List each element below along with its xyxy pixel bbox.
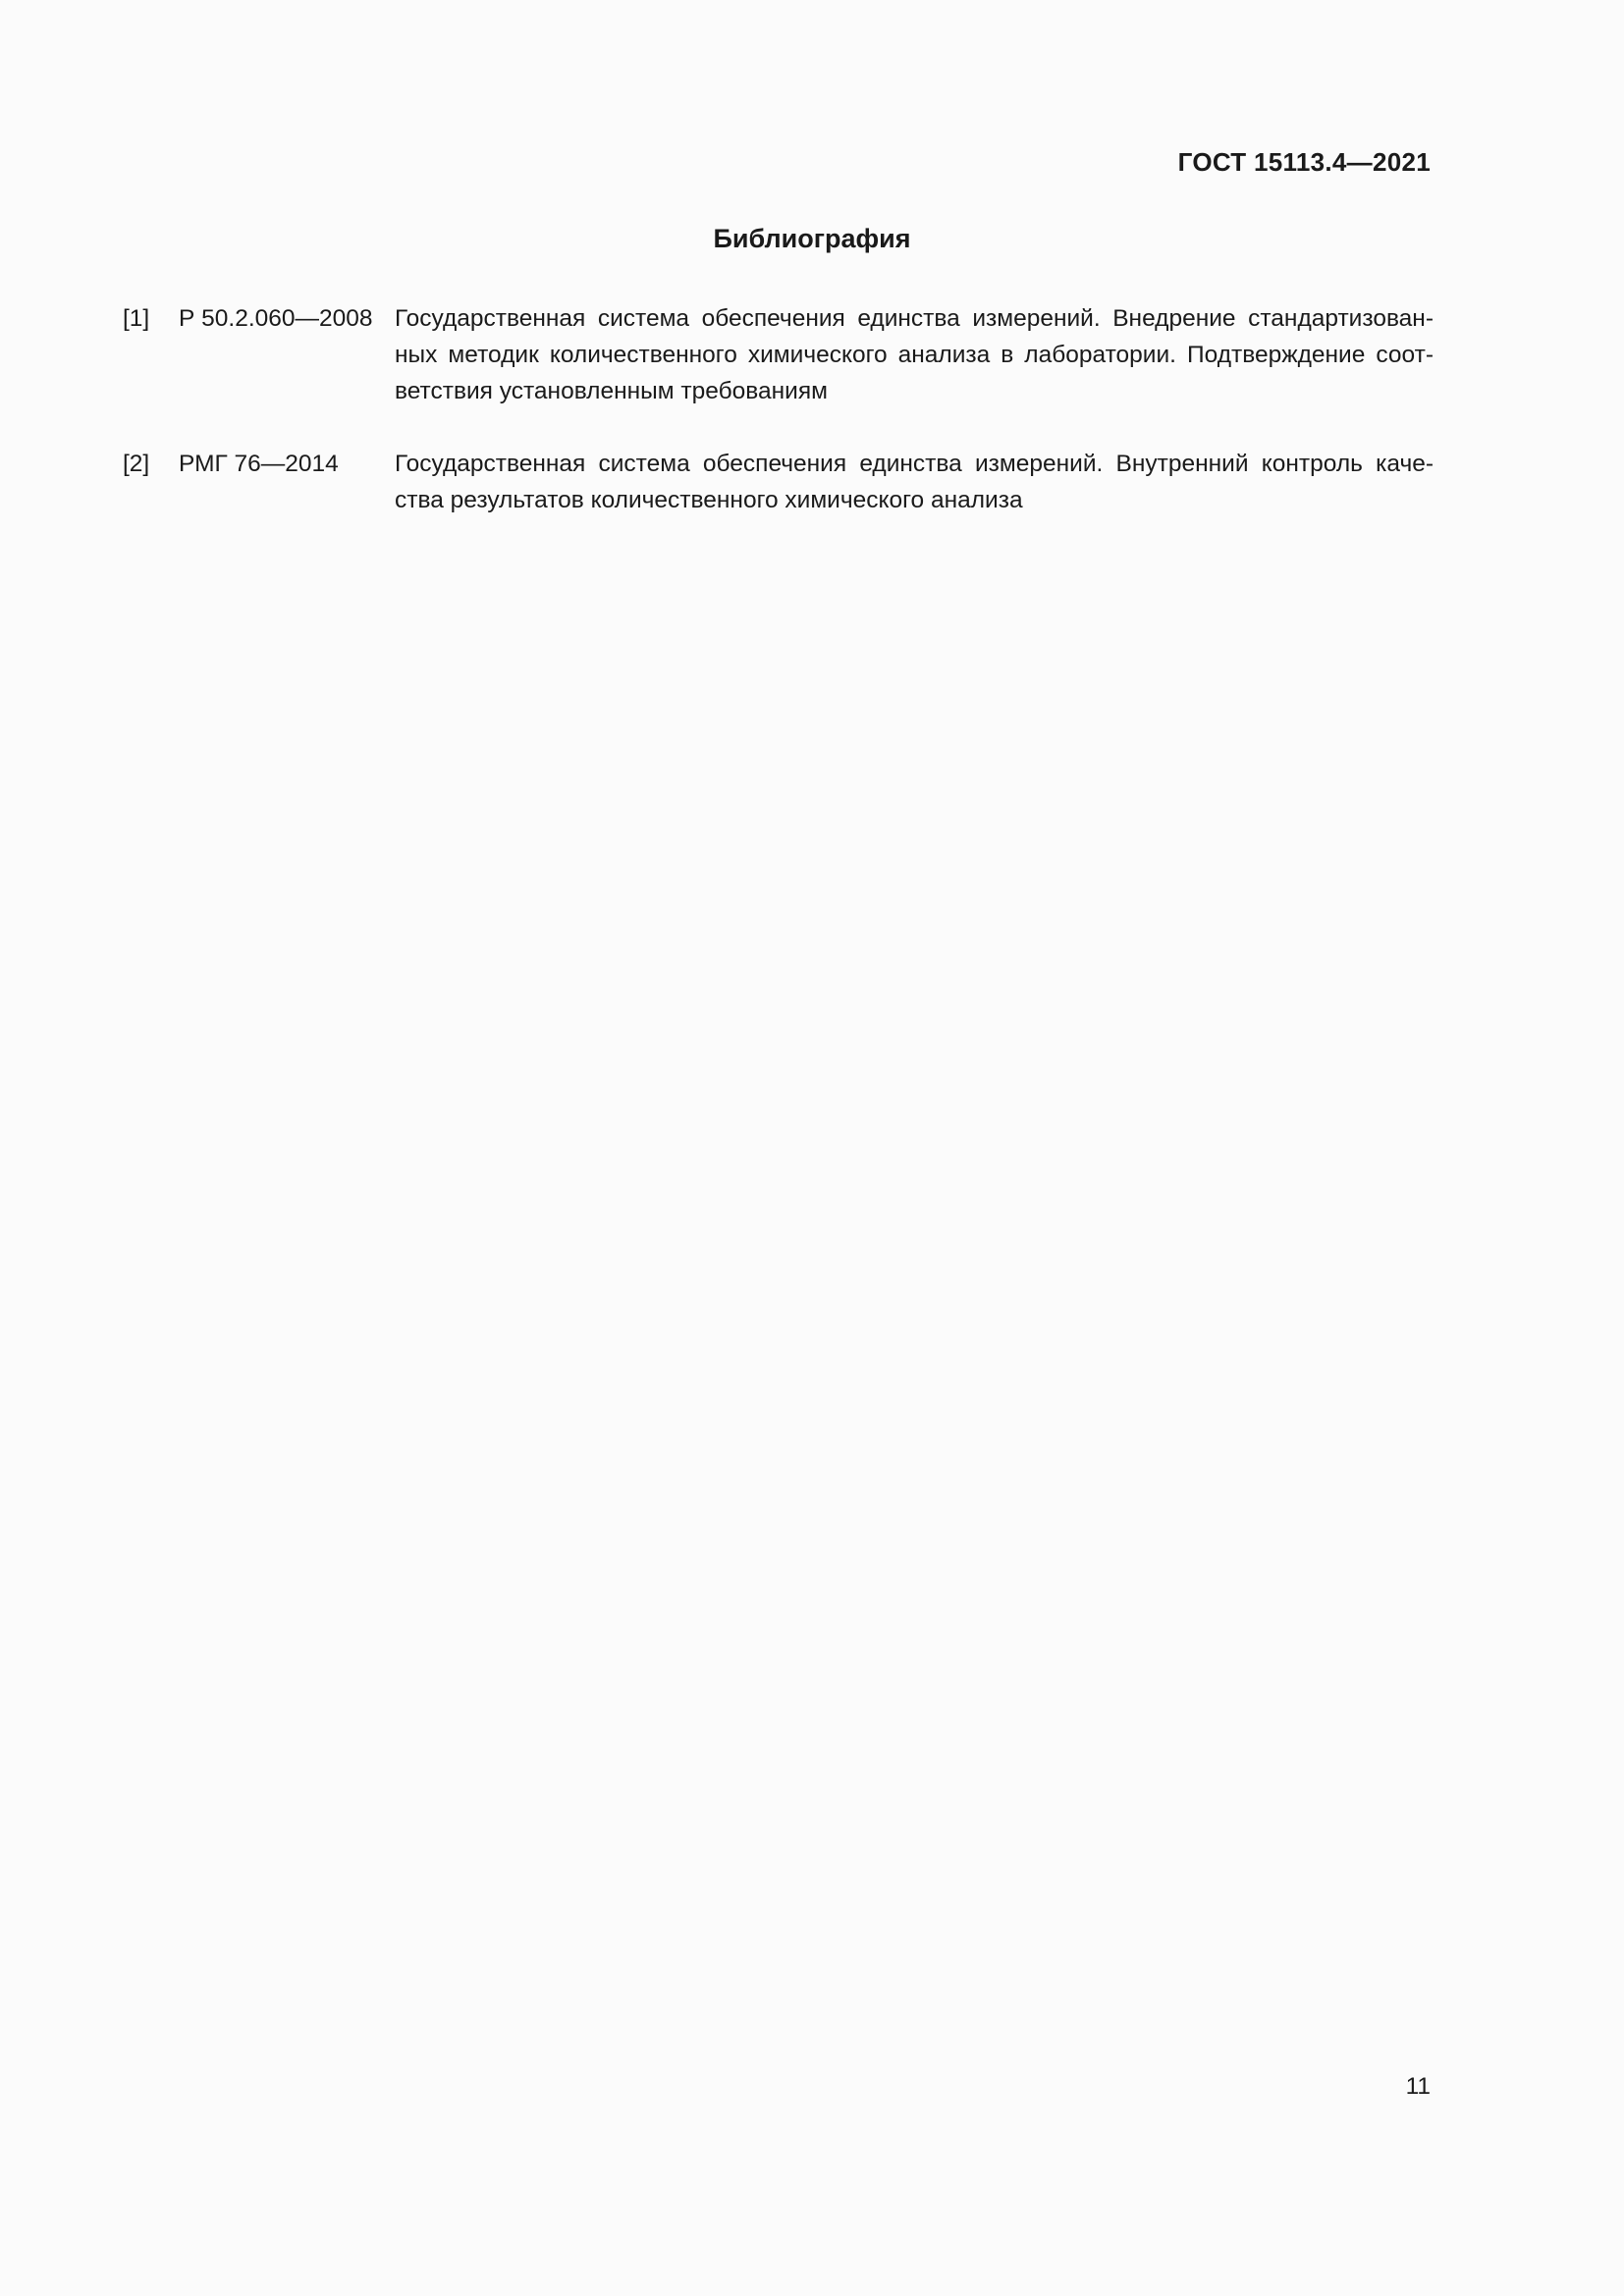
bibliography-entry (123, 300, 1434, 409)
entry-text-line: Государственная система обеспечения единства измерений. Внедрение стандартизован- (395, 305, 1434, 332)
entry-code: Р 50.2.060—2008 (179, 305, 373, 332)
entry-text-line: Государственная система обеспечения единства измерений. Внутренний контроль каче- (395, 451, 1434, 477)
document-code: ГОСТ 15113.4—2021 (1177, 147, 1431, 177)
section-title: Библиография (713, 224, 911, 253)
entry-text-line: ных методик количественного химического анализа в лаборатории. Подтверждение соот- (395, 342, 1434, 368)
bibliography-entry (123, 446, 1434, 518)
page-number: 11 (1405, 2073, 1431, 2100)
entry-text (395, 446, 1434, 518)
entry-text-line: ства результатов количественного химического анализа (395, 487, 1023, 513)
entry-code: РМГ 76—2014 (179, 451, 339, 477)
entry-text (395, 300, 1434, 409)
entry-number: [1] (123, 305, 150, 332)
bibliography-list (123, 300, 1434, 518)
entry-number: [2] (123, 451, 150, 477)
entry-text-line: ветствия установленным требованиям (395, 378, 828, 404)
